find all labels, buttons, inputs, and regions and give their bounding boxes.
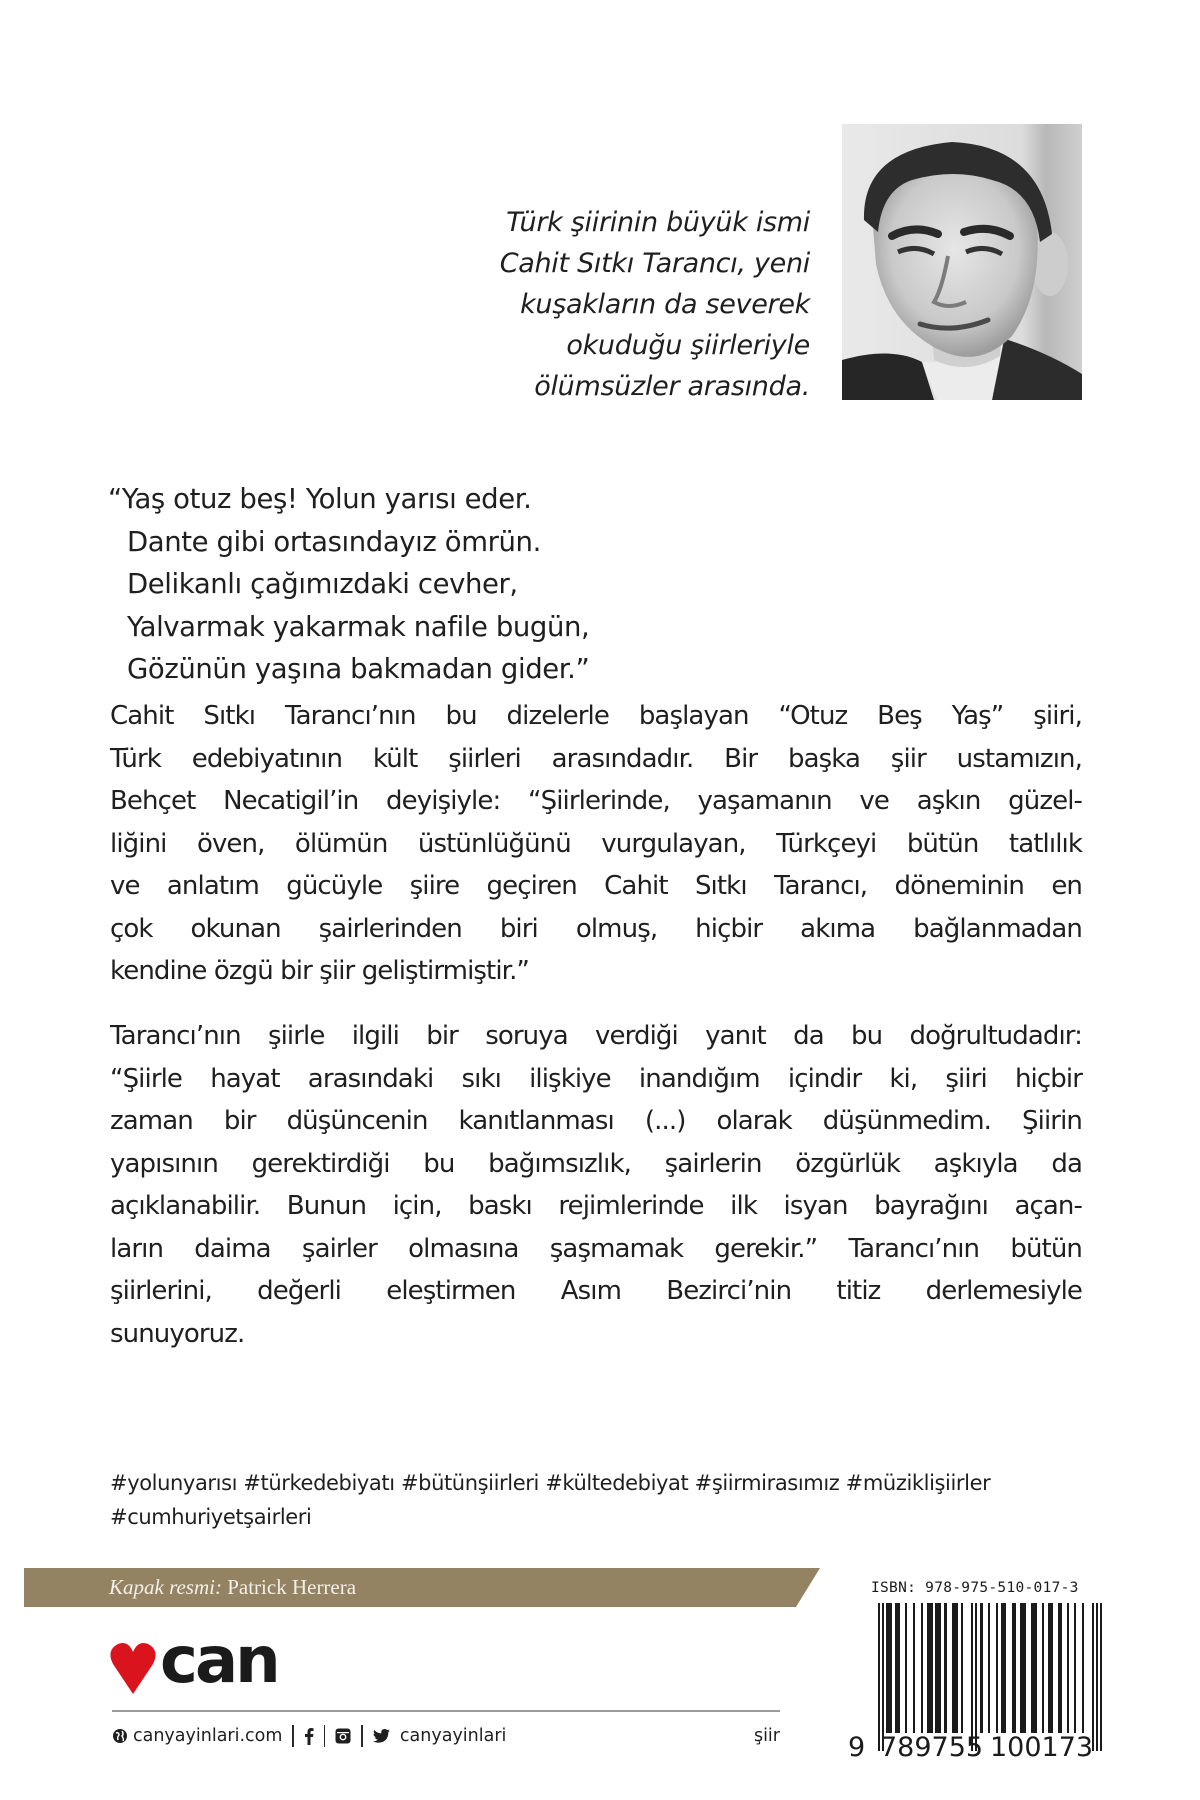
author-portrait <box>842 124 1082 400</box>
hashtag: #bütünşiirleri <box>400 1471 539 1495</box>
separator <box>292 1725 294 1747</box>
barcode-bar <box>1042 1603 1044 1733</box>
poem-line: Yalvarmak yakarmak nafile bugün, <box>127 610 590 643</box>
barcode-bar <box>895 1603 900 1733</box>
barcode-bar <box>980 1603 983 1733</box>
description-paragraph-2 <box>110 1015 1082 1355</box>
barcode-bar <box>952 1603 958 1733</box>
cover-credit-label: Kapak resmi: <box>109 1575 222 1599</box>
cover-credit-name: Patrick Herrera <box>227 1575 357 1599</box>
hashtag: #müziklişiirler <box>845 1471 991 1495</box>
barcode-bar <box>1020 1603 1026 1733</box>
author-portrait-photo-icon <box>842 124 1082 400</box>
paragraph-line: Türk edebiyatının kült şiirleri arasındadır. Bir başka şiir ustamızın, <box>110 743 1082 774</box>
paragraph-line: kendine özgü bir şiir geliştirmiştir.” <box>110 956 529 986</box>
hashtag: #kültedebiyat <box>545 1471 689 1495</box>
twitter-handle-link[interactable]: canyayinlari <box>399 1726 507 1746</box>
paragraph-line: açıklanabilir. Bunun için, baskı rejimlerinde ilk isyan bayrağını açan- <box>110 1191 1082 1221</box>
description-paragraph-1 <box>110 695 1082 993</box>
barcode <box>870 1603 1110 1751</box>
website-link[interactable]: canyayinlari.com <box>133 1726 283 1746</box>
genre-label: şiir <box>753 1726 780 1746</box>
separator <box>324 1725 326 1747</box>
paragraph-line: “Şiirle hayat arasındaki sıkı ilişkiye inandığım içindir ki, şiiri hiçbir <box>110 1063 1082 1094</box>
barcode-bar <box>921 1603 923 1733</box>
isbn-label: ISBN: 978-975-510-017-3 <box>871 1580 1079 1596</box>
barcode-bar <box>1092 1603 1094 1751</box>
hashtag: #türkedebiyatı <box>243 1471 395 1495</box>
tagline-line: ölümsüzler arasında. <box>534 371 810 402</box>
poem-line: Gözünün yaşına bakmadan gider.” <box>127 653 590 685</box>
paragraph-line: Behçet Necatigil’in deyişiyle: “Şiirlerinde, yaşamanın ve aşkın güzel- <box>110 786 1082 816</box>
paragraph-line: yapısının gerektirdiği bu bağımsızlık, şairlerin özgürlük aşkıyla da <box>110 1148 1082 1179</box>
barcode-bar <box>927 1603 933 1733</box>
barcode-bar <box>1058 1603 1062 1733</box>
heart-icon <box>110 1642 156 1694</box>
cover-credit <box>109 1575 356 1600</box>
tagline-line: Cahit Sıtkı Tarancı, yeni <box>499 248 810 279</box>
barcode-bar <box>913 1603 915 1733</box>
footer-divider <box>112 1710 780 1712</box>
barcode-bar <box>878 1603 880 1751</box>
poem-excerpt <box>108 478 748 691</box>
barcode-bar <box>1048 1603 1053 1733</box>
poem-line: Dante gibi ortasındayız ömrün. <box>127 525 541 558</box>
poem-line: Delikanlı çağımızdaki cevher, <box>127 568 518 600</box>
barcode-bar <box>944 1603 947 1733</box>
hashtag: #yolunyarısı <box>110 1471 238 1495</box>
globe-icon <box>112 1728 128 1744</box>
barcode-digits-right: 100173 <box>990 1732 1094 1763</box>
paragraph-line: şiirlerini, değerli eleştirmen Asım Bezirci’nin titiz derlemesiyle <box>110 1276 1082 1306</box>
barcode-bar <box>988 1603 990 1733</box>
publisher-footer <box>112 1721 780 1751</box>
instagram-icon[interactable] <box>335 1728 351 1744</box>
barcode-bar <box>905 1603 907 1733</box>
paragraph-line: sunuyoruz. <box>110 1318 245 1349</box>
barcode-digit-first: 9 <box>848 1732 866 1763</box>
barcode-bar <box>1074 1603 1076 1733</box>
poem-line: “Yaş otuz beş! Yolun yarısı eder. <box>108 483 532 515</box>
publisher-logo <box>110 1624 310 1698</box>
paragraph-line: ların daima şairler olmasına şaşmamak gerekir.” Tarancı’nın bütün <box>110 1233 1082 1264</box>
barcode-bar <box>882 1603 884 1751</box>
hashtag: #şiirmirasımız <box>694 1471 840 1495</box>
tagline-line: okuduğu şiirleriyle <box>566 330 810 361</box>
barcode-bar <box>996 1603 998 1733</box>
hashtag-list <box>110 1466 1090 1534</box>
separator <box>361 1725 363 1747</box>
barcode-bar <box>1067 1603 1069 1733</box>
hashtag: #cumhuriyetşairleri <box>110 1505 312 1529</box>
barcode-bar <box>1001 1603 1006 1733</box>
logo-wordmark: can <box>160 1624 278 1698</box>
cover-credit-banner <box>24 1568 820 1607</box>
tagline-line: Türk şiirinin büyük ismi <box>506 207 810 238</box>
barcode-bar <box>886 1603 892 1733</box>
paragraph-line: liğini öven, ölümün üstünlüğünü vurgulayan, Türkçeyi bütün tatlılık <box>110 828 1082 859</box>
paragraph-line: Cahit Sıtkı Tarancı’nın bu dizelerle başlayan “Otuz Beş Yaş” şiiri, <box>110 701 1082 731</box>
barcode-bar <box>1100 1603 1102 1751</box>
barcode-bar <box>1031 1603 1037 1733</box>
tagline-line: kuşakların da severek <box>520 289 810 320</box>
paragraph-line: zaman bir düşüncenin kanıtlanması (...) olarak düşünmedim. Şiirin <box>110 1106 1082 1136</box>
barcode-bar <box>1082 1603 1084 1733</box>
barcode-bar <box>1012 1603 1016 1733</box>
barcode-bar <box>975 1603 977 1751</box>
tagline <box>440 202 810 407</box>
facebook-icon[interactable] <box>304 1727 314 1745</box>
paragraph-line: Tarancı’nın şiirle ilgili bir soruya verdiği yanıt da bu doğrultudadır: <box>110 1021 1082 1051</box>
paragraph-line: çok okunan şairlerinden biri olmuş, hiçbir akıma bağlanmadan <box>110 913 1082 944</box>
barcode-bar <box>1096 1603 1098 1751</box>
paragraph-line: ve anlatım gücüyle şiire geçiren Cahit Sıtkı Tarancı, döneminin en <box>110 871 1082 901</box>
barcode-bar <box>961 1603 963 1733</box>
barcode-bar <box>935 1603 941 1733</box>
barcode-bar <box>971 1603 973 1751</box>
barcode-digits-left: 789755 <box>880 1732 984 1763</box>
twitter-icon[interactable] <box>373 1729 390 1743</box>
